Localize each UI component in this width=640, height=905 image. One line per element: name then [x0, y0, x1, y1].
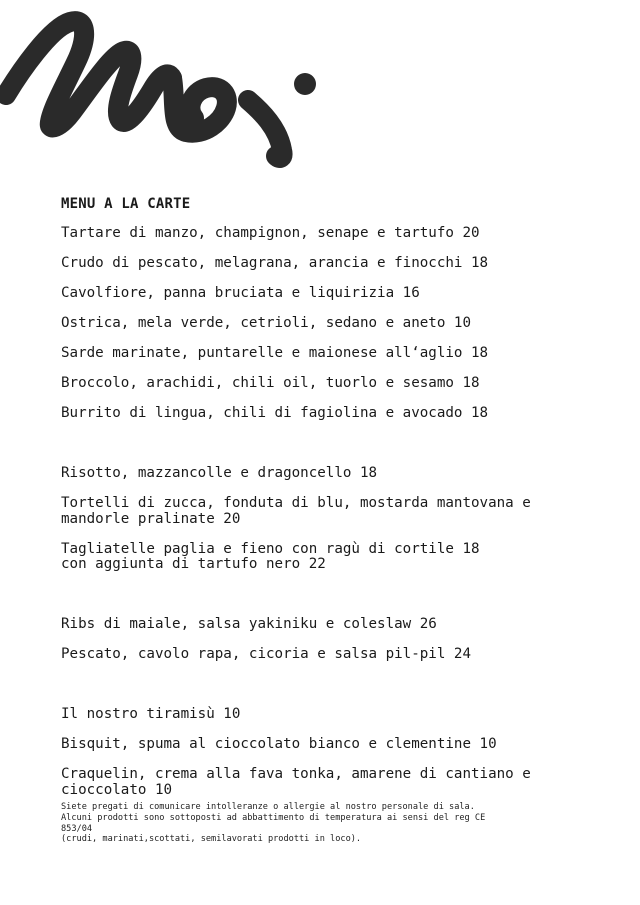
menu-item: Burrito di lingua, chili di fagiolina e avocado 18 — [61, 405, 489, 421]
menu — [61, 196, 621, 798]
logo-dot-icon — [294, 73, 316, 95]
section-spacer — [61, 573, 621, 618]
section-spacer — [61, 663, 621, 708]
menu-item: Pescato, cavolo rapa, cicoria e salsa pil-pil 24 — [61, 646, 471, 662]
section-spacer — [61, 422, 621, 467]
moi-logo-icon — [0, 0, 330, 175]
menu-item: Tagliatelle paglia e fieno con ragù di cortile 18 con aggiunta di tartufo nero 22 — [61, 540, 480, 572]
menu-item: Tartare di manzo, champignon, senape e tartufo 20 — [61, 225, 480, 241]
menu-item: Crudo di pescato, melagrana, arancia e finocchi 18 — [61, 255, 489, 271]
primi-section — [61, 466, 621, 573]
menu-item: Sarde marinate, puntarelle e maionese all‘aglio 18 — [61, 345, 489, 361]
dolci-section — [61, 707, 621, 798]
menu-item: Ostrica, mela verde, cetrioli, sedano e aneto 10 — [61, 315, 471, 331]
menu-item: Il nostro tiramisù 10 — [61, 706, 241, 722]
menu-item: Bisquit, spuma al cioccolato bianco e clementine 10 — [61, 736, 497, 752]
menu-item: Ribs di maiale, salsa yakiniku e coleslaw 26 — [61, 616, 437, 632]
allergy-footnote: Siete pregati di comunicare intolleranze o allergie al nostro personale di sala. Alcuni prodotti sono sottoposti ad abbattimento di temperatura ai sensi del reg CE 853/04 (crudi, marinati,scottati, semilavorati prodotti in loco). — [61, 802, 486, 845]
menu-item: Craquelin, crema alla fava tonka, amarene di cantiano e cioccolato 10 — [61, 766, 531, 798]
menu-item: Broccolo, arachidi, chili oil, tuorlo e sesamo 18 — [61, 375, 480, 391]
menu-item: Tortelli di zucca, fonduta di blu, mostarda mantovana e mandorle pralinate 20 — [61, 495, 531, 527]
menu-item: Cavolfiore, panna bruciata e liquirizia 16 — [61, 285, 420, 301]
secondi-section — [61, 617, 621, 663]
menu-title: MENU A LA CARTE — [61, 196, 191, 212]
antipasti-section — [61, 226, 621, 422]
menu-item: Risotto, mazzancolle e dragoncello 18 — [61, 465, 378, 481]
